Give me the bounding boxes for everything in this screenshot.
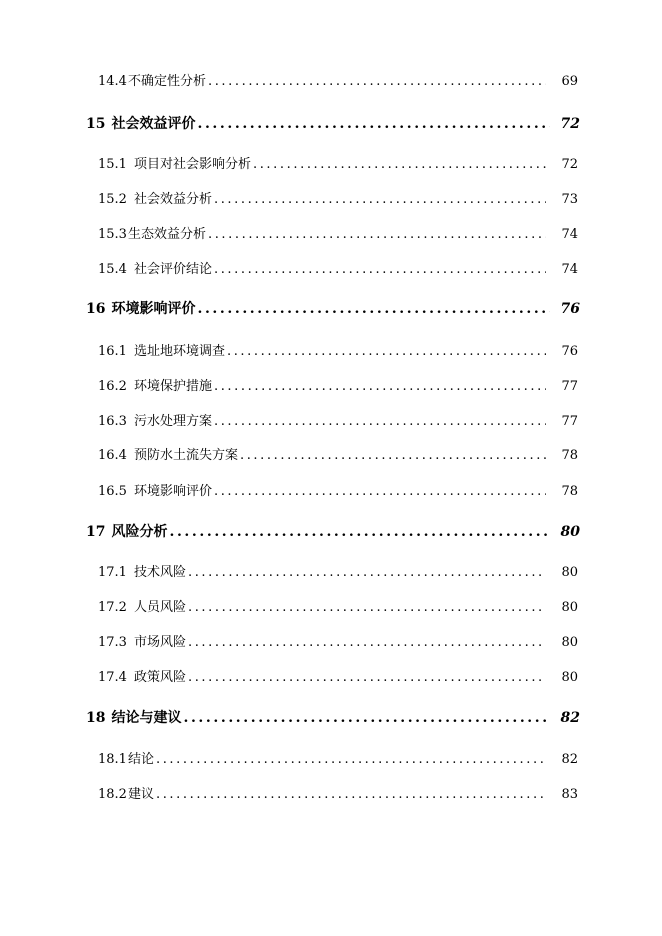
- toc-entry-title: 污水处理方案: [133, 414, 212, 429]
- toc-entry-page: 77: [561, 414, 578, 429]
- toc-entry-number: 16.3: [98, 414, 127, 429]
- toc-entry-16[interactable]: [0, 298, 662, 318]
- toc-entry-number: 15.2: [98, 192, 127, 207]
- toc-entry-16-2[interactable]: [0, 375, 662, 394]
- toc-entry-18-2[interactable]: [0, 783, 662, 802]
- toc-entry-number: 16.4: [98, 448, 127, 463]
- toc-dot-leader: [227, 344, 546, 359]
- toc-entry-title: 结论: [127, 752, 154, 767]
- toc-entry-page: 83: [561, 787, 578, 802]
- toc-entry-number: 17.1: [98, 565, 127, 580]
- toc-entry-page: 80: [561, 635, 578, 650]
- toc-dot-leader: [253, 157, 546, 172]
- toc-dot-leader: [188, 565, 546, 580]
- toc-entry-title: 结论与建议: [111, 710, 182, 726]
- toc-entry-page: 80: [561, 565, 578, 580]
- toc-entry-number: 17.2: [98, 600, 127, 615]
- toc-dot-leader: [214, 414, 546, 429]
- toc-entry-15-3[interactable]: [0, 223, 662, 242]
- toc-entry-16-4[interactable]: [0, 444, 662, 463]
- toc-entry-page: 76: [561, 344, 578, 359]
- toc-entry-title: 环境影响评价: [111, 301, 196, 317]
- toc-entry-18[interactable]: [0, 707, 662, 727]
- toc-entry-title: 建议: [127, 787, 154, 802]
- toc-entry-title: 社会评价结论: [133, 262, 212, 277]
- toc-entry-page: 82: [560, 710, 580, 726]
- toc-entry-title: 社会效益评价: [111, 116, 196, 132]
- toc-entry-title: 选址地环境调查: [133, 344, 225, 359]
- toc-entry-number: 15.4: [98, 262, 127, 277]
- toc-dot-leader: [197, 116, 550, 132]
- toc-entry-number: 17.3: [98, 635, 127, 650]
- toc-dot-leader: [208, 74, 546, 89]
- toc-entry-title: 政策风险: [133, 670, 186, 685]
- toc-entry-title: 项目对社会影响分析: [133, 157, 251, 172]
- toc-entry-number: 16.2: [98, 379, 127, 394]
- toc-entry-number: 18.1: [98, 752, 127, 767]
- toc-entry-title: 环境保护措施: [133, 379, 212, 394]
- toc-dot-leader: [214, 379, 546, 394]
- toc-entry-page: 82: [561, 752, 578, 767]
- toc-entry-page: 72: [560, 116, 580, 132]
- toc-entry-page: 78: [561, 484, 578, 499]
- toc-entry-page: 76: [560, 301, 580, 317]
- toc-entry-14-4[interactable]: [0, 70, 662, 89]
- toc-dot-leader: [214, 192, 546, 207]
- toc-entry-title: 预防水土流失方案: [133, 448, 238, 463]
- toc-entry-16-5[interactable]: [0, 480, 662, 499]
- toc-dot-leader: [240, 448, 546, 463]
- toc-entry-page: 74: [561, 262, 578, 277]
- toc-entry-title: 技术风险: [133, 565, 186, 580]
- toc-entry-number: 16.1: [98, 344, 127, 359]
- toc-entry-page: 74: [561, 227, 578, 242]
- toc-entry-page: 69: [561, 74, 578, 89]
- toc-entry-page: 80: [561, 600, 578, 615]
- toc-entry-number: 15: [86, 116, 106, 132]
- toc-entry-number: 16: [86, 301, 106, 317]
- toc-entry-title: 人员风险: [133, 600, 186, 615]
- toc-entry-17-2[interactable]: [0, 596, 662, 615]
- toc-entry-title: 不确定性分析: [127, 74, 206, 89]
- toc-entry-17-1[interactable]: [0, 561, 662, 580]
- toc-dot-leader: [214, 262, 546, 277]
- toc-entry-15-2[interactable]: [0, 188, 662, 207]
- toc-dot-leader: [156, 787, 546, 802]
- toc-entry-17-4[interactable]: [0, 666, 662, 685]
- toc-entry-15-1[interactable]: [0, 153, 662, 172]
- toc-entry-number: 18.2: [98, 787, 127, 802]
- toc-dot-leader: [197, 301, 550, 317]
- toc-entry-18-1[interactable]: [0, 748, 662, 767]
- toc-dot-leader: [156, 752, 546, 767]
- toc-dot-leader: [183, 710, 550, 726]
- toc-entry-16-3[interactable]: [0, 410, 662, 429]
- toc-entry-page: 73: [561, 192, 578, 207]
- toc-entry-number: 15.1: [98, 157, 127, 172]
- toc-entry-16-1[interactable]: [0, 340, 662, 359]
- toc-dot-leader: [188, 670, 546, 685]
- toc-entry-15[interactable]: [0, 113, 662, 133]
- toc-entry-page: 78: [561, 448, 578, 463]
- toc-entry-page: 80: [561, 670, 578, 685]
- toc-entry-page: 72: [561, 157, 578, 172]
- toc-entry-title: 环境影响评价: [133, 484, 212, 499]
- toc-entry-17[interactable]: [0, 521, 662, 541]
- toc-entry-title: 风险分析: [111, 524, 168, 540]
- toc-entry-number: 15.3: [98, 227, 127, 242]
- toc-entry-number: 17.4: [98, 670, 127, 685]
- toc-entry-number: 18: [86, 710, 106, 726]
- toc-entry-number: 17: [86, 524, 106, 540]
- toc-entry-page: 80: [560, 524, 580, 540]
- toc-entry-title: 生态效益分析: [127, 227, 206, 242]
- toc-dot-leader: [188, 600, 546, 615]
- toc-dot-leader: [169, 524, 550, 540]
- toc-entry-page: 77: [561, 379, 578, 394]
- toc-dot-leader: [208, 227, 546, 242]
- toc-dot-leader: [188, 635, 546, 650]
- toc-dot-leader: [214, 484, 546, 499]
- toc-entry-17-3[interactable]: [0, 631, 662, 650]
- toc-entry-title: 社会效益分析: [133, 192, 212, 207]
- toc-entry-title: 市场风险: [133, 635, 186, 650]
- toc-entry-15-4[interactable]: [0, 258, 662, 277]
- toc-entry-number: 16.5: [98, 484, 127, 499]
- toc-entry-number: 14.4: [98, 74, 127, 89]
